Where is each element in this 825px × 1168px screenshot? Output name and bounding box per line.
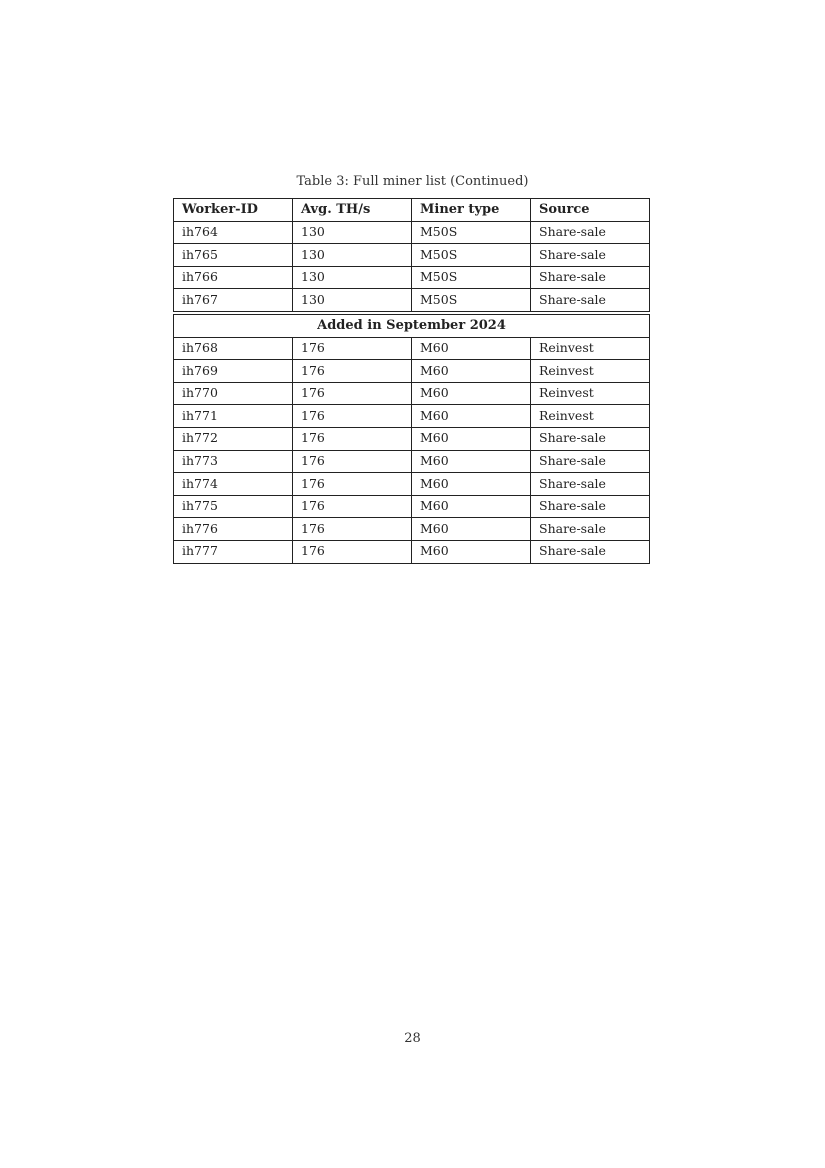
table-group-1 bbox=[174, 221, 650, 311]
cell-avg-ths: 176 bbox=[293, 473, 412, 496]
cell-avg-ths: 176 bbox=[293, 337, 412, 360]
table-row bbox=[174, 495, 650, 518]
cell-worker-id: ih769 bbox=[174, 360, 293, 383]
header-avg-ths: Avg. TH/s bbox=[293, 199, 412, 222]
cell-worker-id: ih772 bbox=[174, 427, 293, 450]
cell-avg-ths: 130 bbox=[293, 289, 412, 312]
cell-source: Reinvest bbox=[531, 382, 650, 405]
cell-miner-type: M60 bbox=[412, 518, 531, 541]
cell-avg-ths: 176 bbox=[293, 427, 412, 450]
cell-miner-type: M60 bbox=[412, 450, 531, 473]
cell-source: Share-sale bbox=[531, 540, 650, 563]
cell-avg-ths: 176 bbox=[293, 495, 412, 518]
cell-miner-type: M60 bbox=[412, 540, 531, 563]
cell-source: Reinvest bbox=[531, 360, 650, 383]
cell-source: Share-sale bbox=[531, 289, 650, 312]
cell-miner-type: M50S bbox=[412, 289, 531, 312]
cell-worker-id: ih774 bbox=[174, 473, 293, 496]
cell-source: Reinvest bbox=[531, 337, 650, 360]
cell-miner-type: M60 bbox=[412, 382, 531, 405]
section-heading: Added in September 2024 bbox=[174, 314, 650, 337]
cell-source: Share-sale bbox=[531, 244, 650, 267]
table-row bbox=[174, 337, 650, 360]
cell-avg-ths: 176 bbox=[293, 382, 412, 405]
cell-miner-type: M50S bbox=[412, 221, 531, 244]
cell-source: Share-sale bbox=[531, 427, 650, 450]
cell-avg-ths: 176 bbox=[293, 405, 412, 428]
table-caption: Table 3: Full miner list (Continued) bbox=[296, 174, 529, 189]
cell-miner-type: M60 bbox=[412, 473, 531, 496]
cell-avg-ths: 176 bbox=[293, 518, 412, 541]
table-row bbox=[174, 540, 650, 563]
table-row bbox=[174, 221, 650, 244]
cell-worker-id: ih771 bbox=[174, 405, 293, 428]
cell-worker-id: ih773 bbox=[174, 450, 293, 473]
table-header-row bbox=[174, 199, 650, 222]
table-row bbox=[174, 382, 650, 405]
cell-miner-type: M60 bbox=[412, 337, 531, 360]
page-number: 28 bbox=[404, 1031, 421, 1046]
header-source: Source bbox=[531, 199, 650, 222]
section-heading-group bbox=[174, 314, 650, 337]
cell-avg-ths: 130 bbox=[293, 221, 412, 244]
cell-worker-id: ih776 bbox=[174, 518, 293, 541]
cell-avg-ths: 130 bbox=[293, 244, 412, 267]
table-row bbox=[174, 427, 650, 450]
cell-avg-ths: 176 bbox=[293, 450, 412, 473]
cell-worker-id: ih764 bbox=[174, 221, 293, 244]
table-row bbox=[174, 405, 650, 428]
section-heading-row bbox=[174, 314, 650, 337]
header-miner-type: Miner type bbox=[412, 199, 531, 222]
cell-miner-type: M60 bbox=[412, 405, 531, 428]
cell-source: Reinvest bbox=[531, 405, 650, 428]
cell-worker-id: ih766 bbox=[174, 266, 293, 289]
table-row bbox=[174, 518, 650, 541]
cell-worker-id: ih767 bbox=[174, 289, 293, 312]
header-worker-id: Worker-ID bbox=[174, 199, 293, 222]
table-row bbox=[174, 266, 650, 289]
cell-source: Share-sale bbox=[531, 473, 650, 496]
cell-avg-ths: 176 bbox=[293, 360, 412, 383]
cell-worker-id: ih777 bbox=[174, 540, 293, 563]
cell-miner-type: M60 bbox=[412, 360, 531, 383]
cell-avg-ths: 176 bbox=[293, 540, 412, 563]
table-group-2 bbox=[174, 337, 650, 563]
cell-worker-id: ih768 bbox=[174, 337, 293, 360]
cell-source: Share-sale bbox=[531, 266, 650, 289]
cell-miner-type: M60 bbox=[412, 427, 531, 450]
cell-source: Share-sale bbox=[531, 221, 650, 244]
table-row bbox=[174, 360, 650, 383]
cell-source: Share-sale bbox=[531, 518, 650, 541]
cell-source: Share-sale bbox=[531, 450, 650, 473]
cell-worker-id: ih770 bbox=[174, 382, 293, 405]
cell-miner-type: M60 bbox=[412, 495, 531, 518]
cell-avg-ths: 130 bbox=[293, 266, 412, 289]
table-row bbox=[174, 289, 650, 312]
cell-miner-type: M50S bbox=[412, 266, 531, 289]
table-row bbox=[174, 450, 650, 473]
miner-table-container bbox=[173, 198, 650, 564]
cell-miner-type: M50S bbox=[412, 244, 531, 267]
miner-table bbox=[173, 198, 650, 564]
table-row bbox=[174, 244, 650, 267]
cell-worker-id: ih765 bbox=[174, 244, 293, 267]
table-row bbox=[174, 473, 650, 496]
cell-source: Share-sale bbox=[531, 495, 650, 518]
cell-worker-id: ih775 bbox=[174, 495, 293, 518]
